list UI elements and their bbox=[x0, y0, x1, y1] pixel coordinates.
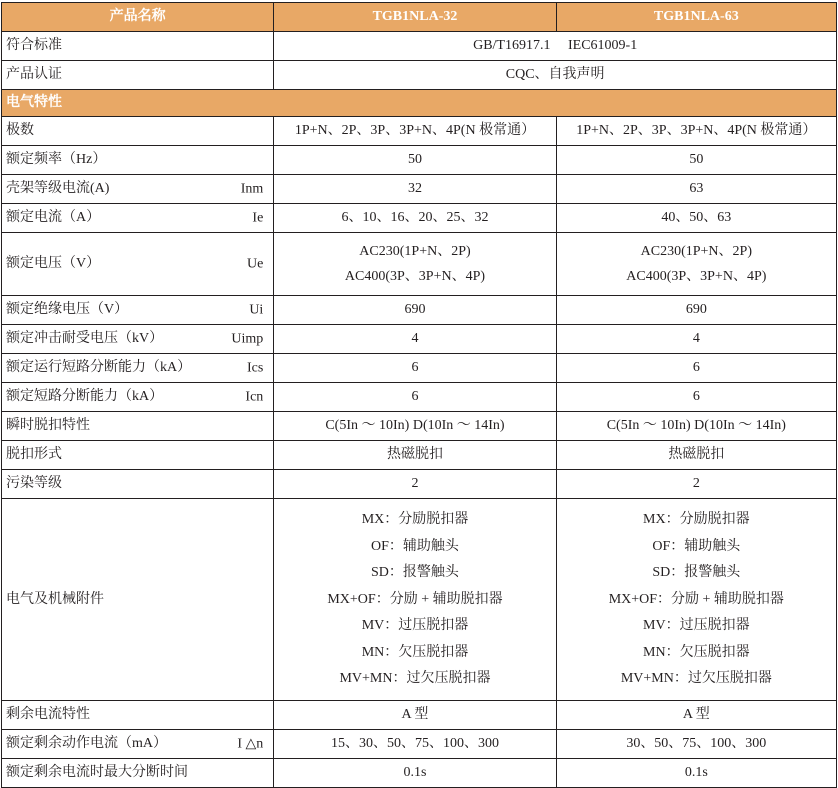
row-value-rated-voltage-2 bbox=[556, 233, 836, 296]
voltage-line-ac400: AC400(3P、3P+N、4P) bbox=[626, 268, 767, 284]
row-symbol: I △n bbox=[237, 735, 264, 751]
row-label-text: 额定冲击耐受电压（kV） bbox=[6, 331, 164, 347]
row-symbol: Inm bbox=[240, 181, 264, 197]
accessory-item: MV：过压脱扣器 bbox=[643, 618, 750, 633]
row-value-poles-1: 1P+N、2P、3P、3P+N、4P(N 极常通） bbox=[274, 117, 556, 146]
row-label-impulse-voltage bbox=[2, 325, 274, 354]
row-value-poles-2: 1P+N、2P、3P、3P+N、4P(N 极常通） bbox=[556, 117, 836, 146]
row-value-rated-current-2: 40、50、63 bbox=[556, 204, 836, 233]
row-label-text: 额定短路分断能力（kA） bbox=[6, 389, 164, 405]
header-product-name: 产品名称 bbox=[2, 3, 274, 32]
table-row bbox=[2, 729, 837, 758]
row-value-icn-2: 6 bbox=[556, 383, 836, 412]
table-row bbox=[2, 117, 837, 146]
row-label-frame-current bbox=[2, 175, 274, 204]
row-label-icn bbox=[2, 383, 274, 412]
row-symbol: Ics bbox=[246, 360, 264, 376]
accessory-item: SD：报警触头 bbox=[371, 565, 459, 580]
row-symbol: Ie bbox=[252, 210, 264, 226]
row-label-certification: 产品认证 bbox=[2, 61, 274, 90]
row-value-trip-characteristic-2: C(5In ～ 10In) D(10In ～ 14In) bbox=[556, 412, 836, 441]
table-row bbox=[2, 233, 837, 296]
row-symbol: Icn bbox=[245, 389, 264, 405]
row-label-pollution-degree bbox=[2, 470, 274, 499]
row-label-rated-voltage bbox=[2, 233, 274, 296]
table-row bbox=[2, 383, 837, 412]
row-label-standard: 符合标准 bbox=[2, 32, 274, 61]
row-value-standard: GB/T16917.1 IEC61009-1 bbox=[274, 32, 837, 61]
voltage-line-ac230: AC230(1P+N、2P) bbox=[359, 244, 471, 259]
row-label-text: 额定电压（V） bbox=[6, 256, 101, 272]
row-label-text: 额定运行短路分断能力（kA） bbox=[6, 360, 192, 376]
table-row bbox=[2, 441, 837, 470]
row-value-impulse-voltage-2: 4 bbox=[556, 325, 836, 354]
accessory-item: MX+OF：分励 + 辅助脱扣器 bbox=[608, 591, 784, 607]
row-value-ics-1: 6 bbox=[274, 354, 556, 383]
row-label-text: 瞬时脱扣特性 bbox=[6, 418, 90, 434]
accessory-item: OF：辅助触头 bbox=[371, 538, 459, 554]
accessory-item: MN：欠压脱扣器 bbox=[643, 644, 750, 660]
row-label-insulation-voltage bbox=[2, 296, 274, 325]
row-label-text: 污染等级 bbox=[6, 476, 62, 492]
accessory-item: MV+MN：过欠压脱扣器 bbox=[620, 671, 772, 686]
row-label-text: 脱扣形式 bbox=[6, 447, 62, 463]
table-row bbox=[2, 146, 837, 175]
accessory-item: MX：分励脱扣器 bbox=[361, 512, 469, 527]
row-label-poles bbox=[2, 117, 274, 146]
row-value-frame-current-2: 63 bbox=[556, 175, 836, 204]
voltage-line-ac230: AC230(1P+N、2P) bbox=[640, 244, 752, 259]
row-value-insulation-voltage-1: 690 bbox=[274, 296, 556, 325]
row-label-text: 壳架等级电流(A) bbox=[6, 181, 110, 197]
header-model-1: TGB1NLA-32 bbox=[274, 3, 556, 32]
row-value-residual-characteristic-2: A 型 bbox=[556, 700, 836, 729]
table-row bbox=[2, 354, 837, 383]
row-value-breaking-time-2: 0.1s bbox=[556, 758, 836, 787]
row-label-text: 额定剩余电流时最大分断时间 bbox=[6, 764, 188, 780]
row-label-trip-type bbox=[2, 441, 274, 470]
table-header-row bbox=[2, 3, 837, 32]
row-value-trip-type-1: 热磁脱扣 bbox=[274, 441, 556, 470]
row-label-accessories: 电气及机械附件 bbox=[2, 499, 274, 701]
row-label-trip-characteristic bbox=[2, 412, 274, 441]
row-value-rated-voltage-1 bbox=[274, 233, 556, 296]
accessory-item: MN：欠压脱扣器 bbox=[361, 644, 469, 660]
row-symbol: Ue bbox=[246, 256, 264, 272]
row-value-icn-1: 6 bbox=[274, 383, 556, 412]
row-value-pollution-degree-2: 2 bbox=[556, 470, 836, 499]
row-label-text: 额定频率（Hz） bbox=[6, 152, 107, 168]
row-label-residual-current bbox=[2, 729, 274, 758]
product-spec-table bbox=[1, 2, 837, 788]
accessory-item: MX：分励脱扣器 bbox=[643, 512, 750, 527]
row-value-pollution-degree-1: 2 bbox=[274, 470, 556, 499]
row-value-accessories-1 bbox=[274, 499, 556, 701]
row-symbol: Uimp bbox=[231, 331, 264, 347]
voltage-line-ac400: AC400(3P、3P+N、4P) bbox=[344, 268, 486, 284]
accessory-item: OF：辅助触头 bbox=[652, 538, 741, 554]
row-value-frequency-2: 50 bbox=[556, 146, 836, 175]
row-symbol: Ui bbox=[249, 302, 264, 318]
row-value-trip-characteristic-1: C(5In ～ 10In) D(10In ～ 14In) bbox=[274, 412, 556, 441]
row-value-residual-current-1: 15、30、50、75、100、300 bbox=[274, 729, 556, 758]
section-title-electrical: 电气特性 bbox=[2, 90, 837, 117]
row-value-certification: CQC、自我声明 bbox=[274, 61, 837, 90]
row-value-trip-type-2: 热磁脱扣 bbox=[556, 441, 836, 470]
row-label-text: 额定剩余动作电流（mA） bbox=[6, 735, 167, 751]
row-value-rated-current-1: 6、10、16、20、25、32 bbox=[274, 204, 556, 233]
accessory-item: MV+MN：过欠压脱扣器 bbox=[339, 671, 491, 686]
row-label-breaking-time bbox=[2, 758, 274, 787]
table-row bbox=[2, 296, 837, 325]
table-row bbox=[2, 412, 837, 441]
table-row bbox=[2, 325, 837, 354]
row-label-frequency bbox=[2, 146, 274, 175]
table-row bbox=[2, 470, 837, 499]
accessories-row bbox=[2, 499, 837, 701]
table-row bbox=[2, 175, 837, 204]
header-model-2: TGB1NLA-63 bbox=[556, 3, 836, 32]
row-label-ics bbox=[2, 354, 274, 383]
accessory-item: MV：过压脱扣器 bbox=[361, 618, 469, 633]
accessory-item: SD：报警触头 bbox=[652, 565, 741, 580]
table-row bbox=[2, 32, 837, 61]
table-row bbox=[2, 204, 837, 233]
row-label-text: 额定绝缘电压（V） bbox=[6, 302, 129, 318]
row-value-accessories-2 bbox=[556, 499, 836, 701]
row-value-impulse-voltage-1: 4 bbox=[274, 325, 556, 354]
row-value-frequency-1: 50 bbox=[274, 146, 556, 175]
row-label-text: 极数 bbox=[6, 123, 34, 139]
row-value-residual-characteristic-1: A 型 bbox=[274, 700, 556, 729]
table-row bbox=[2, 758, 837, 787]
row-label-text: 剩余电流特性 bbox=[6, 706, 90, 722]
table-row bbox=[2, 61, 837, 90]
row-value-frame-current-1: 32 bbox=[274, 175, 556, 204]
row-label-rated-current bbox=[2, 204, 274, 233]
row-label-text: 额定电流（A） bbox=[6, 210, 101, 226]
row-value-ics-2: 6 bbox=[556, 354, 836, 383]
row-value-insulation-voltage-2: 690 bbox=[556, 296, 836, 325]
section-row bbox=[2, 90, 837, 117]
accessory-item: MX+OF：分励 + 辅助脱扣器 bbox=[327, 591, 503, 607]
row-value-breaking-time-1: 0.1s bbox=[274, 758, 556, 787]
row-value-residual-current-2: 30、50、75、100、300 bbox=[556, 729, 836, 758]
